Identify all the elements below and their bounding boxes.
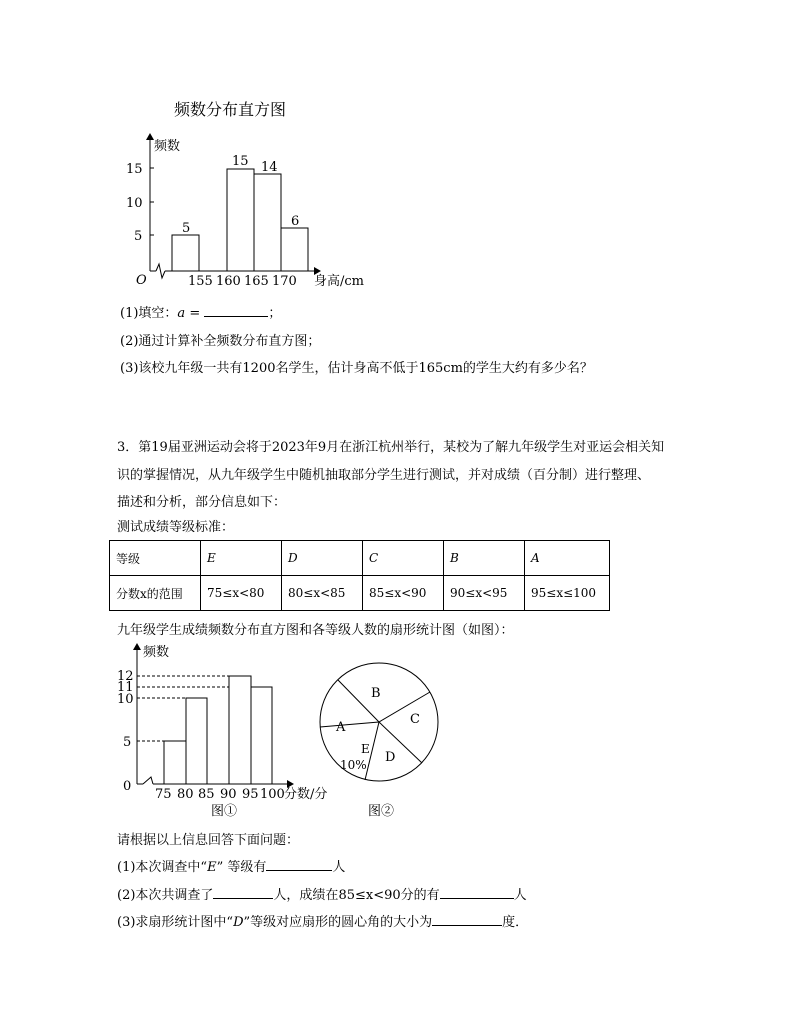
q2-part2: (2)通过计算补全频数分布直方图； (120, 334, 321, 349)
hist2-xtick: 95 (242, 787, 259, 802)
hist1-xtick: 165 (244, 274, 269, 289)
pie-label: C (410, 712, 420, 727)
hist1-ytick: 15 (126, 162, 143, 177)
q3-line2: 识的掌握情况，从九年级学生中随机抽取部分学生进行测试，并对成绩（百分制）进行整理、 (117, 468, 651, 483)
hist1-xtick: 170 (272, 274, 297, 289)
q3-sub2 (117, 884, 527, 903)
q2-part1-end: ； (268, 306, 282, 321)
pie-fig-label: 图② (368, 804, 395, 819)
hist1-y-label: 频数 (154, 139, 181, 154)
hist2-xtick: 100 (260, 787, 285, 802)
table-cell: 95≤x≤100 (525, 576, 610, 611)
answer-blank[interactable] (432, 913, 502, 926)
sub1-mid: ” 等级有 (216, 860, 267, 875)
table-cell: 等级 (110, 541, 201, 576)
pie-label: D (385, 750, 396, 765)
q3-sub3 (117, 911, 528, 930)
hist1-ytick: 10 (126, 196, 143, 211)
hist1-title: 频数分布直方图 (174, 100, 287, 119)
hist2-fig-label: 图① (211, 804, 238, 819)
hist2-ytick: 5 (123, 735, 132, 750)
q2-part1-text: (1)填空： (120, 306, 178, 321)
table-cell: 80≤x<85 (282, 576, 363, 611)
sub2-text: (2)本次共调查了 (117, 888, 214, 903)
grade-standard-table (109, 540, 610, 611)
table-cell: C (363, 541, 444, 576)
hist1-bar-label: 5 (182, 221, 191, 236)
hist2-xtick: 75 (155, 787, 172, 802)
hist2-x-label: 分数/分 (284, 787, 328, 802)
answer-blank[interactable] (266, 858, 332, 871)
hist2-bar (164, 741, 186, 784)
table-row (110, 541, 610, 576)
hist1-x-label: 身高/cm (314, 274, 364, 289)
hist2-xtick: 80 (177, 787, 194, 802)
sub2-mid2: 分的有 (400, 888, 440, 903)
equals-sign: = (185, 306, 205, 321)
hist1-xtick: 160 (216, 274, 241, 289)
q3-sub1 (117, 856, 345, 875)
hist1-bar (281, 228, 308, 271)
hist1-origin: O (136, 273, 147, 288)
q3-line3: 描述和分析，部分信息如下： (117, 495, 287, 510)
sub3-mid: ”等级对应扇形的圆心角的大小为 (243, 915, 433, 930)
var-d: D (233, 915, 244, 930)
table-cell: E (201, 541, 282, 576)
hist1-bar-label: 15 (232, 154, 249, 169)
table-cell: 85≤x<90 (363, 576, 444, 611)
hist1-bar (172, 235, 199, 271)
answer-blank[interactable] (440, 886, 514, 899)
var-e: E (207, 860, 217, 875)
table-row (110, 576, 610, 611)
hist2-ytick: 11 (117, 680, 134, 695)
pie-label: A (336, 720, 346, 735)
hist1-xtick: 155 (188, 274, 213, 289)
grade-pie-chart (312, 655, 452, 820)
table-cell: D (282, 541, 363, 576)
sub3-text: (3)求扇形统计图中“ (117, 915, 234, 930)
table-cell: 75≤x<80 (201, 576, 282, 611)
score-histogram (115, 638, 345, 820)
hist1-bar-label: 14 (261, 160, 278, 175)
sub2-end: 人 (513, 888, 527, 903)
sub3-end: 度． (502, 915, 529, 930)
q3-caption: 九年级学生成绩频数分布直方图和各等级人数的扇形统计图（如图）： (117, 623, 514, 638)
sub1-text: (1)本次调查中“ (117, 860, 208, 875)
table-cell: 90≤x<95 (444, 576, 525, 611)
hist2-bar (186, 698, 207, 784)
pie-label: E (361, 742, 370, 756)
answer-blank[interactable] (213, 886, 273, 899)
hist2-bar (229, 676, 251, 784)
axis-break-mark (156, 264, 165, 278)
hist2-ytick: 12 (117, 669, 134, 684)
hist2-y-label: 频数 (143, 645, 170, 660)
q3-answer-intro: 请根据以上信息回答下面问题： (117, 833, 300, 848)
answer-blank[interactable] (204, 304, 268, 317)
q3-std-label: 测试成绩等级标准： (117, 520, 235, 535)
sub1-end: 人 (332, 860, 346, 875)
height-histogram (120, 128, 380, 293)
hist2-xtick: 85 (198, 787, 215, 802)
hist1-bar (254, 174, 281, 271)
hist1-bar (227, 169, 254, 271)
hist2-origin: 0 (123, 779, 132, 794)
pie-e-percent: 10% (340, 758, 367, 772)
hist2-ytick: 10 (117, 692, 134, 707)
hist1-ytick: 5 (134, 229, 143, 244)
table-cell: B (444, 541, 525, 576)
sub2-inequality: 85≤x<90 (338, 888, 401, 903)
hist2-xtick: 90 (220, 787, 237, 802)
q2-part1 (120, 302, 281, 321)
sub2-mid1: 人，成绩在 (273, 888, 339, 903)
var-a: a (177, 306, 186, 321)
axis-break-mark (143, 777, 153, 784)
table-cell: A (525, 541, 610, 576)
pie-label: B (371, 686, 381, 701)
hist2-bar (251, 687, 272, 784)
q2-part3: (3)该校九年级一共有1200名学生，估计身高不低于165cm的学生大约有多少名？ (120, 361, 593, 376)
hist1-bar-label: 6 (291, 214, 300, 229)
q3-line1: 3．第19届亚洲运动会将于2023年9月在浙江杭州举行，某校为了解九年级学生对亚运会相关知 (117, 440, 665, 455)
table-cell: 分数x的范围 (110, 576, 201, 611)
